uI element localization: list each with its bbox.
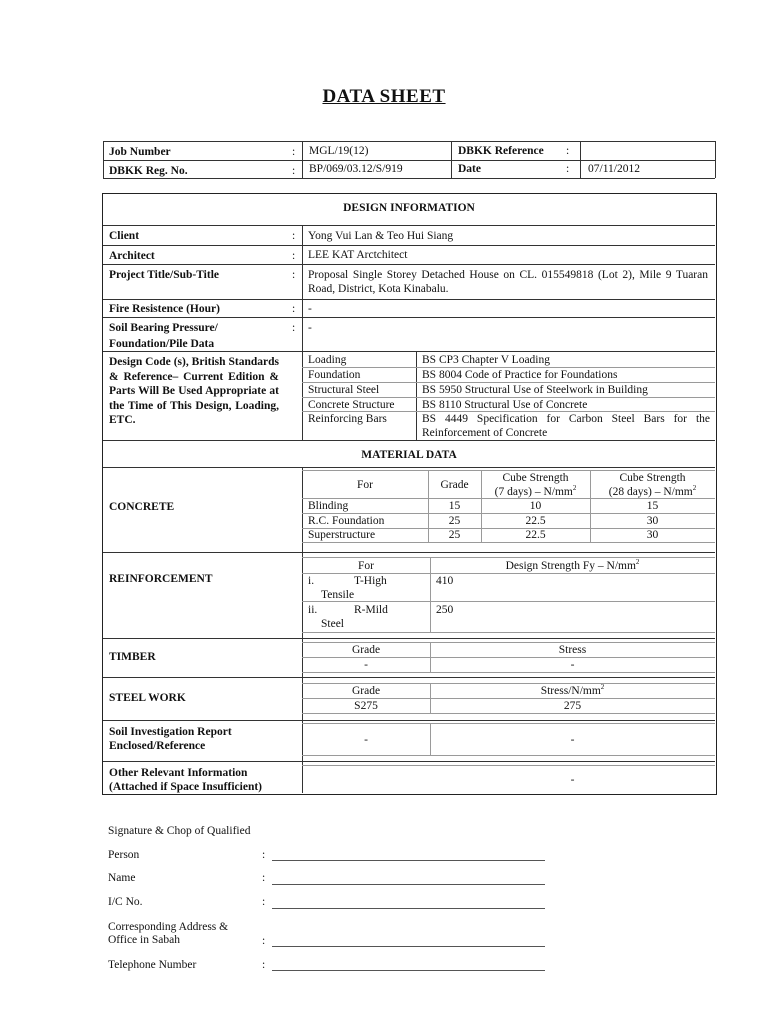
- reinforcement-col-strength: [430, 559, 715, 573]
- timber-grade: -: [364, 659, 368, 671]
- architect-label: Architect: [109, 250, 155, 262]
- colon: :: [262, 872, 266, 884]
- concrete-col-grade: Grade: [440, 479, 469, 491]
- concrete-row-7d: 22.5: [525, 529, 546, 541]
- design-information-heading: DESIGN INFORMATION: [343, 202, 475, 214]
- code-standard: BS 8110 Structural Use of Concrete: [422, 399, 588, 411]
- superscript: 2: [600, 683, 605, 692]
- soil-report-label-2: Enclosed/Reference: [109, 740, 206, 752]
- unit-text: (7 days) – N/mm: [494, 486, 573, 498]
- job-number-value: MGL/19(12): [309, 145, 369, 157]
- steel-stress: 275: [563, 700, 582, 712]
- signature-intro: Signature & Chop of Qualified: [108, 825, 251, 837]
- code-item: Structural Steel: [308, 384, 380, 396]
- concrete-label: CONCRETE: [109, 501, 175, 513]
- unit-text: (28 days) – N/mm: [608, 486, 693, 498]
- address-label: Corresponding Address &: [108, 921, 229, 933]
- concrete-row-grade: 25: [448, 529, 461, 541]
- code-standard: BS 4449 Specification for Carbon Steel Bars for the Reinforcement of Concrete: [422, 413, 710, 439]
- concrete-col-28days: Cube Strength: [619, 472, 686, 484]
- colon: :: [292, 230, 296, 242]
- timber-stress: -: [570, 659, 575, 671]
- other-info-label-2: (Attached if Space Insufficient): [109, 781, 262, 793]
- soil-bearing-label-2: Foundation/Pile Data: [109, 338, 215, 350]
- reinforcement-num: ii.: [308, 604, 318, 616]
- reinforcement-name-2: Steel: [321, 618, 344, 630]
- timber-col-stress: Stress: [558, 644, 587, 656]
- ic-label: I/C No.: [108, 896, 143, 908]
- design-code-label: Design Code (s), British Standards & Reference– Current Edition & Parts Will Be Used Appropriate at the Time of This Design, Loading, ETC.: [109, 356, 279, 426]
- steel-col-stress: [430, 684, 715, 698]
- colon: :: [262, 896, 266, 908]
- page-title: DATA SHEET: [322, 86, 446, 107]
- concrete-row-28d: 30: [646, 515, 659, 527]
- steel-grade: S275: [354, 700, 378, 712]
- soil-bearing-value: -: [308, 322, 312, 334]
- ic-field[interactable]: [272, 908, 545, 909]
- fire-resistance-label: Fire Resistence (Hour): [109, 303, 220, 315]
- concrete-col-for: For: [357, 479, 373, 491]
- concrete-row-for: R.C. Foundation: [308, 515, 385, 527]
- code-standard: BS 8004 Code of Practice for Foundations: [422, 369, 618, 381]
- concrete-row-7d: 22.5: [525, 515, 546, 527]
- address-label-2: Office in Sabah: [108, 934, 180, 946]
- reinforcement-value: 250: [436, 604, 454, 616]
- soil-report-value: -: [364, 734, 368, 746]
- other-info-value: -: [570, 774, 575, 786]
- colon: :: [566, 145, 570, 157]
- date-label: Date: [458, 163, 481, 175]
- code-standard: BS CP3 Chapter V Loading: [422, 354, 550, 366]
- concrete-col-7days: Cube Strength: [502, 472, 569, 484]
- timber-col-grade: Grade: [351, 644, 381, 656]
- concrete-row-28d: 30: [646, 529, 659, 541]
- code-item: Reinforcing Bars: [308, 413, 387, 425]
- person-label: Person: [108, 849, 140, 861]
- colon: :: [292, 269, 296, 281]
- project-title-value: Proposal Single Storey Detached House on CL. 015549818 (Lot 2), Mile 9 Tuaran Road, District, Kota Kinabalu.: [308, 269, 708, 295]
- telephone-field[interactable]: [272, 970, 545, 971]
- dbkk-reg-label: DBKK Reg. No.: [109, 165, 188, 177]
- strength-text: Design Strength Fy – N/mm: [505, 560, 636, 572]
- concrete-row-for: Superstructure: [308, 529, 376, 541]
- colon: :: [262, 849, 266, 861]
- soil-bearing-label: Soil Bearing Pressure/: [109, 322, 218, 334]
- job-number-label: Job Number: [109, 146, 171, 158]
- steel-col-grade: Grade: [351, 685, 381, 697]
- name-label: Name: [108, 872, 136, 884]
- code-item: Loading: [308, 354, 347, 366]
- reinforcement-col-for: For: [358, 560, 374, 572]
- reinforcement-name-2: Tensile: [321, 589, 355, 601]
- concrete-row-for: Blinding: [308, 500, 349, 512]
- project-title-label: Project Title/Sub-Title: [109, 269, 219, 281]
- reinforcement-num: i.: [308, 575, 315, 587]
- colon: :: [292, 322, 296, 334]
- timber-label: TIMBER: [109, 651, 156, 663]
- concrete-col-28days-unit: [590, 485, 715, 499]
- colon: :: [292, 303, 296, 315]
- superscript: 2: [572, 484, 577, 493]
- colon: :: [262, 935, 266, 947]
- concrete-row-7d: 10: [529, 500, 542, 512]
- other-info-label: Other Relevant Information: [109, 767, 248, 779]
- address-field[interactable]: [272, 946, 545, 947]
- concrete-row-grade: 15: [448, 500, 461, 512]
- concrete-row-grade: 25: [448, 515, 461, 527]
- code-standard: BS 5950 Structural Use of Steelwork in Building: [422, 384, 648, 396]
- colon: :: [262, 959, 266, 971]
- date-value: 07/11/2012: [588, 163, 640, 175]
- superscript: 2: [635, 558, 640, 567]
- code-item: Foundation: [308, 369, 361, 381]
- material-data-heading: MATERIAL DATA: [361, 449, 457, 461]
- colon: :: [292, 165, 296, 177]
- architect-value: LEE KAT Arctchitect: [308, 249, 408, 261]
- client-value: Yong Vui Lan & Teo Hui Siang: [308, 230, 454, 242]
- colon: :: [292, 250, 296, 262]
- concrete-col-7days-unit: [481, 485, 590, 499]
- client-label: Client: [109, 230, 140, 242]
- soil-report-label: Soil Investigation Report: [109, 726, 232, 738]
- telephone-label: Telephone Number: [108, 959, 197, 971]
- stress-text: Stress/N/mm: [540, 685, 601, 697]
- reinforcement-name: R-Mild: [354, 604, 388, 616]
- colon: :: [566, 163, 570, 175]
- fire-resistance-value: -: [308, 303, 312, 315]
- dbkk-reference-label: DBKK Reference: [458, 145, 544, 157]
- colon: :: [292, 146, 296, 158]
- reinforcement-label: REINFORCEMENT: [109, 573, 213, 585]
- reinforcement-name: T-High: [354, 575, 387, 587]
- code-item: Concrete Structure: [308, 399, 395, 411]
- name-field[interactable]: [272, 884, 545, 885]
- superscript: 2: [692, 484, 697, 493]
- steel-work-label: STEEL WORK: [109, 692, 186, 704]
- person-field[interactable]: [272, 860, 545, 861]
- reinforcement-value: 410: [436, 575, 454, 587]
- dbkk-reg-value: BP/069/03.12/S/919: [309, 163, 403, 175]
- concrete-row-28d: 15: [646, 500, 659, 512]
- soil-report-value-2: -: [570, 734, 575, 746]
